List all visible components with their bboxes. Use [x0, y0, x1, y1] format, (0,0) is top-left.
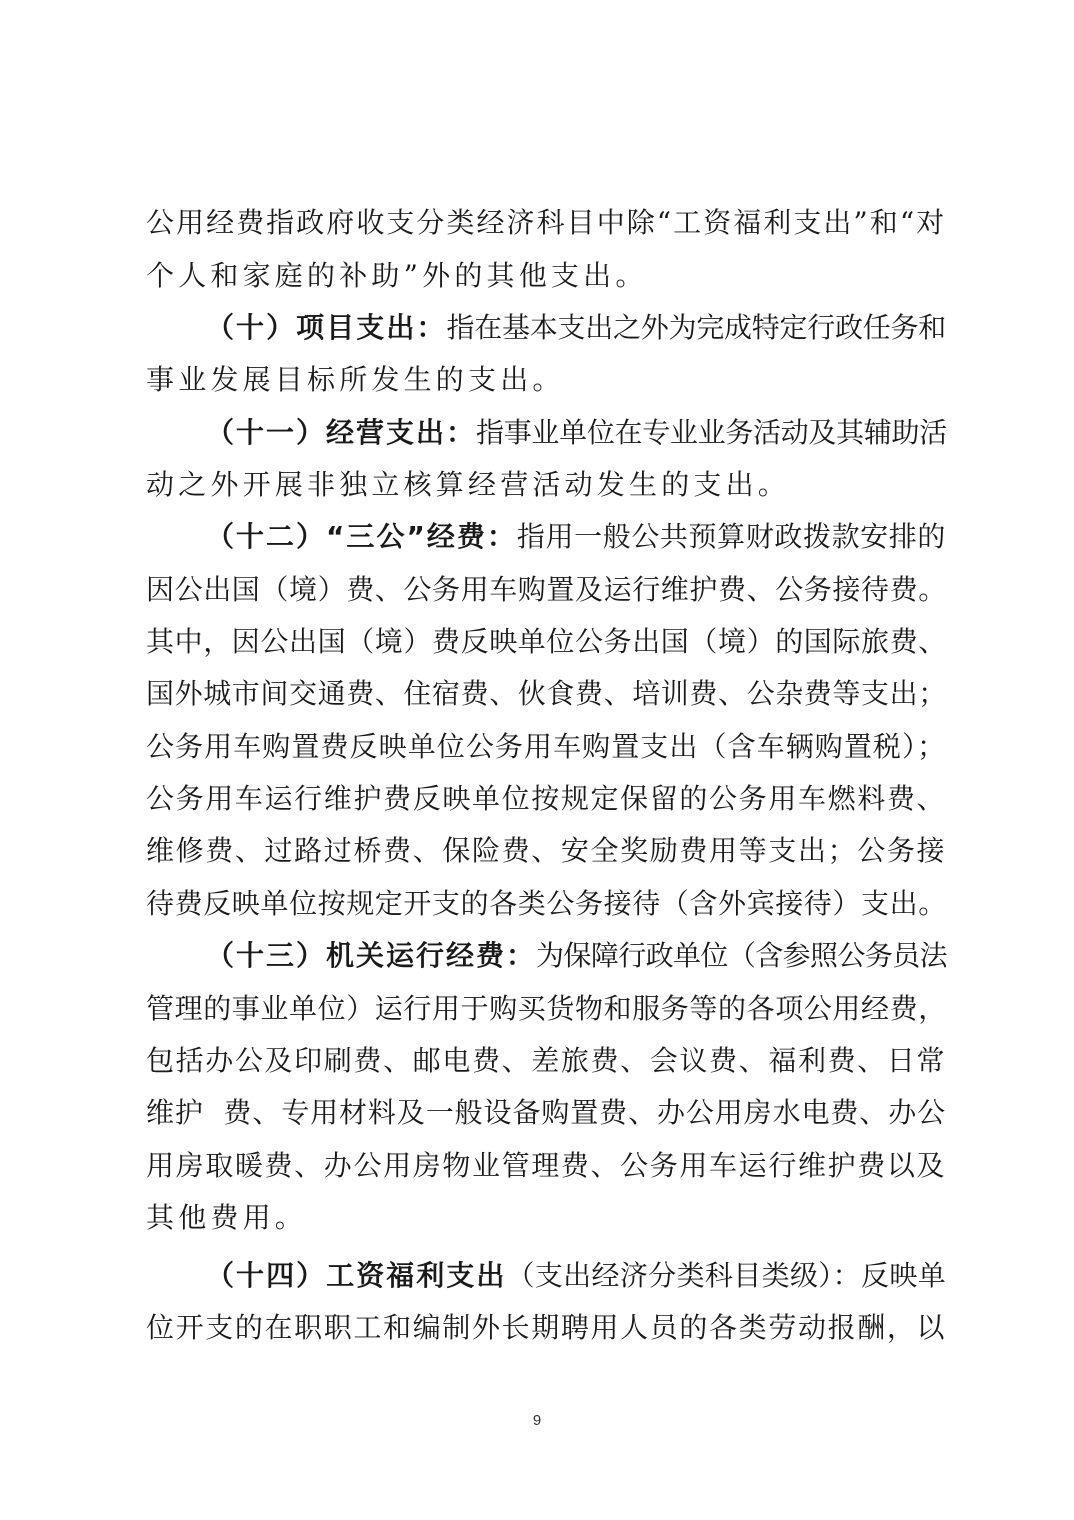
section-heading: （十一）经营支出：: [206, 416, 477, 449]
line-text: 事业发展目标所发生的支出。: [146, 363, 565, 396]
section-heading: （十二）“三公”经费：: [206, 520, 517, 553]
line-text: 动之外开展非独立核算经营活动发生的支出。: [146, 468, 791, 501]
line-text: 维修费、过路过桥费、保险费、安全奖励费用等支出；公务接: [146, 834, 946, 867]
line-text: 管理的事业单位）运行用于购买货物和服务等的各项公用经费，: [146, 992, 947, 1025]
line-text: 指用一般公共预算财政拨款安排的: [516, 520, 946, 553]
line-text: 待费反映单位按规定开支的各类公务接待（含外宾接待）支出。: [146, 887, 947, 920]
section-heading-line: [206, 510, 946, 564]
text-line: [146, 615, 946, 669]
text-line: [146, 824, 946, 878]
section-heading: （十三）机关运行经费：: [206, 939, 537, 972]
line-text: 指在基本支出之外为完成特定行政任务和: [446, 311, 946, 344]
line-text: 维护 费、专用材料及一般设备购置费、办公用房水电费、办公: [146, 1096, 946, 1129]
text-line: [146, 877, 946, 931]
text-line: [146, 772, 946, 826]
line-text: （支出经济分类科目类级）：反映单: [506, 1259, 946, 1292]
line-text: 包括办公及印刷费、邮电费、差旅费、会议费、福利费、日常: [146, 1044, 946, 1077]
section-heading-line: [206, 406, 946, 460]
text-line: [146, 1086, 946, 1140]
line-text: 公用经费指政府收支分类经济科目中除“工资福利支出”和“对: [146, 206, 946, 239]
line-text: 个人和家庭的补助”外的其他支出。: [146, 259, 648, 292]
section-heading-line: [206, 1249, 946, 1303]
line-text: 位开支的在职职工和编制外长期聘用人员的各类劳动报酬，以: [146, 1311, 946, 1344]
line-text: 其中，因公出国（境）费反映单位公务出国（境）的国际旅费、: [146, 625, 947, 658]
text-line: [146, 249, 946, 303]
line-text: 为保障行政单位（含参照公务员法: [536, 939, 948, 972]
text-line: [146, 196, 946, 250]
text-line: [146, 458, 946, 512]
line-text: 其他费用。: [146, 1201, 308, 1234]
text-line: [146, 720, 946, 774]
section-heading-line: [206, 301, 946, 355]
text-line: [146, 667, 946, 721]
line-text: 指事业单位在专业业务活动及其辅助活: [476, 416, 947, 449]
text-line: [146, 1191, 946, 1245]
line-text: 因公出国（境）费、公务用车购置及运行维护费、公务接待费。: [146, 573, 947, 606]
line-text: 公务用车购置费反映单位公务用车购置支出（含车辆购置税）；: [146, 730, 946, 763]
line-text: 公务用车运行维护费反映单位按规定保留的公务用车燃料费、: [146, 782, 946, 815]
text-line: [146, 1139, 946, 1193]
page-number: 9: [532, 1412, 542, 1429]
section-heading: （十四）工资福利支出: [206, 1259, 507, 1292]
line-text: 用房取暖费、办公用房物业管理费、公务用车运行维护费以及: [146, 1149, 946, 1182]
section-heading-line: [206, 929, 946, 983]
text-line: [146, 982, 946, 1036]
text-line: [146, 1301, 946, 1355]
text-line: [146, 1034, 946, 1088]
section-heading: （十）项目支出：: [206, 311, 447, 344]
line-text: 国外城市间交通费、住宿费、伙食费、培训费、公杂费等支出；: [146, 677, 947, 710]
text-line: [146, 563, 946, 617]
text-line: [146, 353, 946, 407]
